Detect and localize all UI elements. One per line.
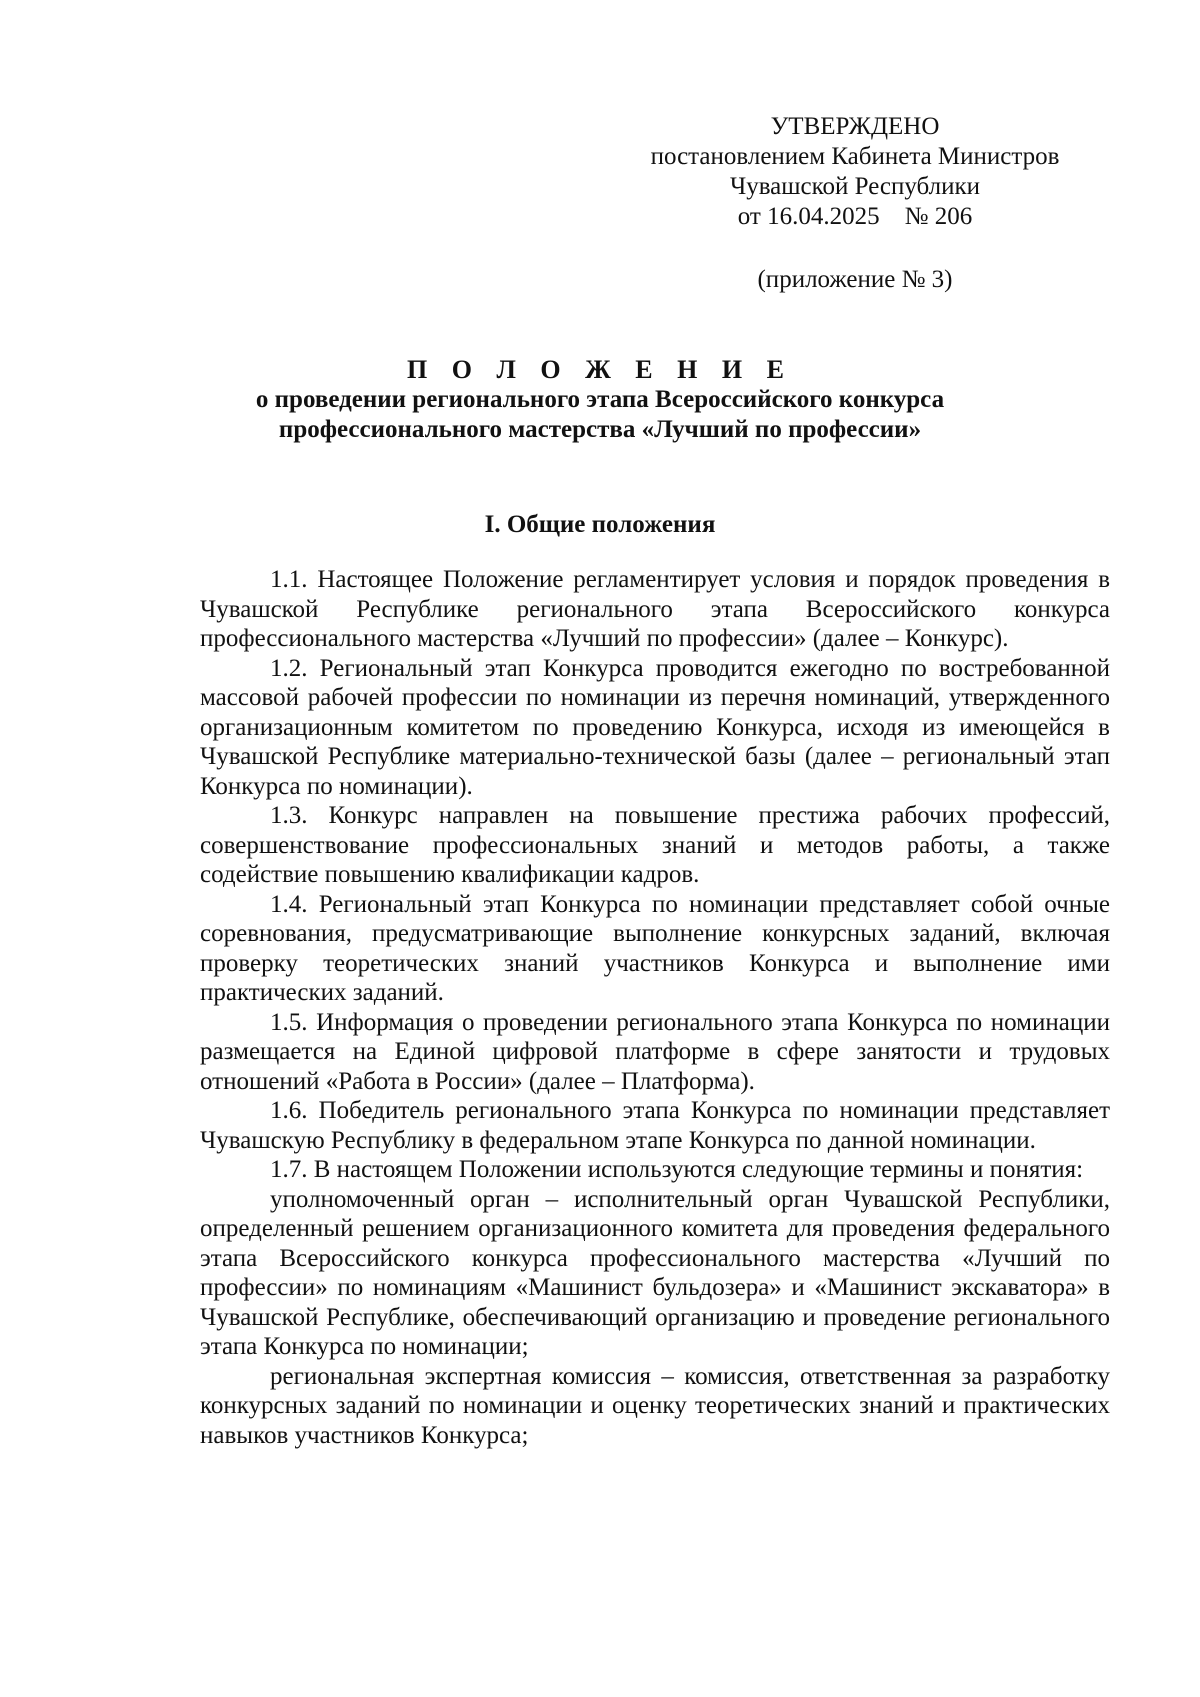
approval-date-number: от 16.04.2025 № 206 [737,203,973,230]
paragraph-1-5: 1.5. Информация о проведении регионального этапа Конкурса по номинации размещается на Единой цифровой платформе в сфере занятости и трудовых отношений «Работа в России» (далее – Платформа). [200,1008,1110,1095]
approval-line-2: Чувашской Республики [729,173,981,200]
approval-stamp [640,112,1070,295]
section-heading: I. Общие положения [484,511,716,538]
paragraph-1-3: 1.3. Конкурс направлен на повышение престижа рабочих профессий, совершенствование профессиональных знаний и методов работы, а также содействие повышению квалификации кадров. [200,802,1110,888]
approval-status: УТВЕРЖДЕНО [770,113,940,140]
paragraph-1-7: 1.7. В настоящем Положении используются следующие термины и понятия: [270,1156,1084,1183]
title-heading: П О Л О Ж Е Н И Е [407,355,793,384]
definition-expert-commission: региональная экспертная комиссия – комиссия, ответственная за разработку конкурсных заданий по номинации и оценку теоретических знаний и практических навыков участников Конкурса; [200,1362,1110,1449]
definition-authorized-body: уполномоченный орган – исполнительный орган Чувашской Республики, определенный решением организационного комитета для проведения федерального этапа Всероссийского конкурса профессионального мастерства «Лучший по профессии» по номинациям «Машинист бульдозера» и «Машинист экскаватора» в Чувашской Республике, обеспечивающий организацию и проведение регионального этапа Конкурса по номинации; [200,1185,1110,1360]
paragraph-1-2: 1.2. Региональный этап Конкурса проводится ежегодно по востребованной массовой рабочей профессии по номинации из перечня номинаций, утвержденного организационным комитетом по проведению Конкурса, исходя из имеющейся в Чувашской Республике материально-технической базы (далее – региональный этап Конкурса по номинации). [200,654,1110,800]
document-body [200,565,1110,1450]
paragraph-1-6: 1.6. Победитель регионального этапа Конкурса по номинации представляет Чувашскую Республику в федеральном этапе Конкурса по данной номинации. [200,1097,1110,1154]
appendix-note: (приложение № 3) [757,266,953,293]
document-title [100,355,1100,445]
approval-line-1: постановлением Кабинета Министров [650,143,1060,170]
title-line-1: о проведении регионального этапа Всероссийского конкурса [255,386,945,413]
title-line-2: профессионального мастерства «Лучший по профессии» [278,416,922,443]
paragraph-1-4: 1.4. Региональный этап Конкурса по номинации представляет собой очные соревнования, предусматривающие выполнение конкурсных заданий, включая проверку теоретических знаний участников Конкурса и выполнение ими практических заданий. [200,890,1110,1006]
paragraph-1-1: 1.1. Настоящее Положение регламентирует условия и порядок проведения в Чувашской Республике регионального этапа Всероссийского конкурса профессионального мастерства «Лучший по профессии» (далее – Конкурс). [200,566,1110,652]
